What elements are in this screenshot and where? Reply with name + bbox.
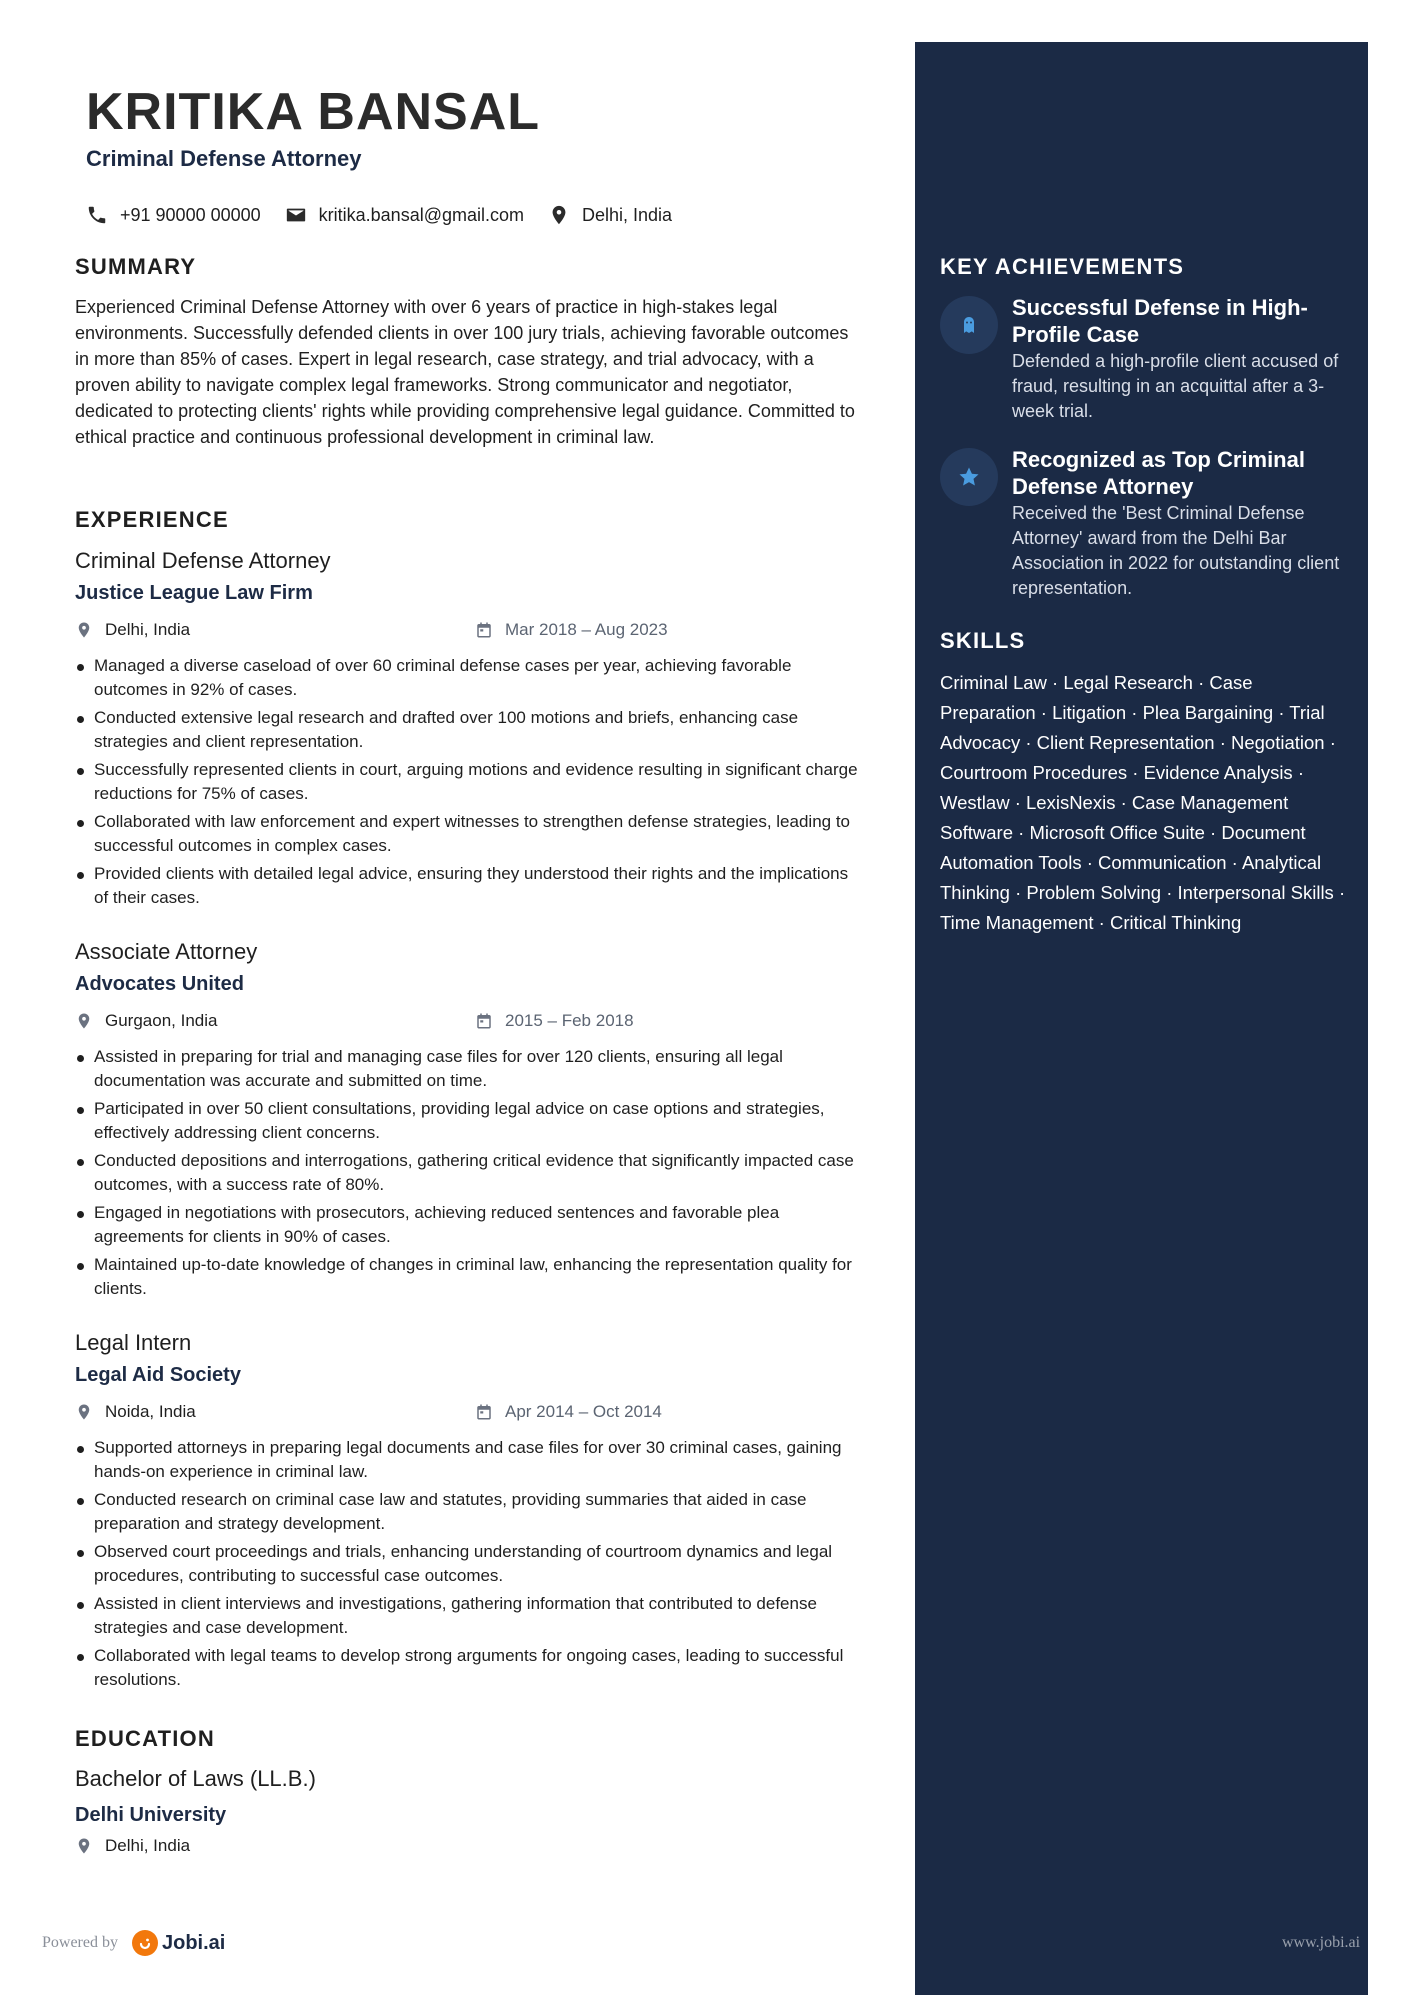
achievement-body xyxy=(1012,294,1350,424)
phone-text: +91 90000 00000 xyxy=(120,204,261,225)
job-dates xyxy=(475,620,668,640)
contact-location xyxy=(548,204,672,226)
education-location-text: Delhi, India xyxy=(105,1836,191,1855)
job-bullets xyxy=(75,1436,865,1692)
powered-by-text: Powered by xyxy=(42,1934,118,1951)
achievement-title: Recognized as Top Criminal Defense Attorney xyxy=(1012,447,1305,499)
education-school: Delhi University xyxy=(75,1804,227,1826)
job-company: Legal Aid Society xyxy=(75,1364,241,1386)
job-bullet: Collaborated with legal teams to develop strong arguments for ongoing cases, leading to successful resolutions. xyxy=(75,1644,865,1692)
job-company: Justice League Law Firm xyxy=(75,582,313,604)
jobi-logo[interactable] xyxy=(132,1930,225,1956)
email-text: kritika.bansal@gmail.com xyxy=(318,204,524,225)
job-entry xyxy=(75,1328,865,1696)
location-pin-icon xyxy=(548,204,570,226)
achievement-desc: Received the 'Best Criminal Defense Attorney' award from the Delhi Bar Association in 2022 for outstanding client representation. xyxy=(1012,503,1340,598)
location-pin-icon xyxy=(75,621,93,639)
powered-by xyxy=(42,1930,225,1956)
job-entry xyxy=(75,546,865,914)
calendar-icon xyxy=(475,1403,493,1421)
calendar-icon xyxy=(475,621,493,639)
ghost-icon xyxy=(940,296,998,354)
job-bullet: Supported attorneys in preparing legal documents and case files for over 30 criminal cases, gaining hands-on experience in criminal law. xyxy=(75,1436,865,1484)
candidate-name: KRITIKA BANSAL xyxy=(86,83,541,141)
job-company: Advocates United xyxy=(75,973,244,995)
job-bullets xyxy=(75,1045,865,1301)
star-icon xyxy=(940,448,998,506)
skills-heading: SKILLS xyxy=(940,628,1026,653)
contact-bar xyxy=(86,204,696,226)
jobi-brand-text: Jobi.ai xyxy=(161,1931,226,1954)
candidate-title: Criminal Defense Attorney xyxy=(86,146,362,171)
job-location xyxy=(75,1402,196,1422)
contact-email[interactable] xyxy=(285,204,524,226)
job-bullet: Provided clients with detailed legal advice, ensuring they understood their rights and the implications of their cases. xyxy=(75,862,865,910)
education-degree: Bachelor of Laws (LL.B.) xyxy=(75,1766,316,1791)
job-dates-text: Mar 2018 – Aug 2023 xyxy=(505,620,668,639)
job-bullet: Engaged in negotiations with prosecutors, achieving reduced sentences and favorable plea agreements for clients in 90% of cases. xyxy=(75,1201,865,1249)
job-bullet: Conducted extensive legal research and drafted over 100 motions and briefs, enhancing case strategies and client representation. xyxy=(75,706,865,754)
sidebar xyxy=(915,42,1368,1995)
experience-heading: EXPERIENCE xyxy=(75,507,229,532)
job-entry xyxy=(75,937,865,1305)
achievement-item xyxy=(940,294,1350,424)
job-dates xyxy=(475,1402,662,1422)
job-location-text: Gurgaon, India xyxy=(105,1011,218,1030)
website-link[interactable]: www.jobi.ai xyxy=(1282,1934,1361,1951)
job-dates xyxy=(475,1011,634,1031)
job-title: Legal Intern xyxy=(75,1330,192,1355)
job-title: Criminal Defense Attorney xyxy=(75,548,331,573)
phone-icon xyxy=(86,204,108,226)
job-bullet: Assisted in client interviews and investigations, gathering information that contributed to defense strategies and case development. xyxy=(75,1592,865,1640)
education-heading: EDUCATION xyxy=(75,1726,215,1751)
jobi-logo-icon xyxy=(132,1930,158,1956)
job-bullet: Successfully represented clients in court, arguing motions and evidence resulting in significant charge reductions for 75% of cases. xyxy=(75,758,865,806)
job-location xyxy=(75,1011,217,1031)
contact-phone[interactable] xyxy=(86,204,261,226)
job-location-text: Noida, India xyxy=(105,1402,196,1421)
achievement-title: Successful Defense in High-Profile Case xyxy=(1012,295,1308,347)
job-title: Associate Attorney xyxy=(75,939,258,964)
job-meta xyxy=(75,1011,865,1037)
job-bullet: Conducted research on criminal case law and statutes, providing summaries that aided in case preparation and strategy development. xyxy=(75,1488,865,1536)
job-meta xyxy=(75,1402,865,1428)
summary-text: Experienced Criminal Defense Attorney with over 6 years of practice in high-stakes legal environments. Successfully defended clients in over 100 jury trials, achieving favorable outcomes in more than 85% of cases. Expert in legal research, case strategy, and trial advocacy, with a proven ability to navigate complex legal frameworks. Strong communicator and negotiator, dedicated to protecting clients' rights while providing comprehensive legal guidance. Committed to ethical practice and continuous professional development in criminal law. xyxy=(75,297,855,447)
job-bullet: Conducted depositions and interrogations, gathering critical evidence that significantly impacted case outcomes, with a success rate of 80%. xyxy=(75,1149,865,1197)
job-location xyxy=(75,620,190,640)
skills-list: Criminal Law · Legal Research · Case Preparation · Litigation · Plea Bargaining · Trial Advocacy · Client Representation · Negotiation · Courtroom Procedures · Evidence Analysis · Westlaw · LexisNexis · Case Management Software · Microsoft Office Suite · Document Automation Tools · Communication · Analytical Thinking · Problem Solving · Interpersonal Skills · Time Management · Critical Thinking xyxy=(940,672,1346,933)
job-bullet: Collaborated with law enforcement and expert witnesses to strengthen defense strategies, leading to successful outcomes in complex cases. xyxy=(75,810,865,858)
education-entry xyxy=(75,1764,865,1856)
location-pin-icon xyxy=(75,1403,93,1421)
job-bullet: Participated in over 50 client consultations, providing legal advice on case options and strategies, effectively addressing client concerns. xyxy=(75,1097,865,1145)
achievement-body xyxy=(1012,446,1350,601)
achievements-heading: KEY ACHIEVEMENTS xyxy=(940,254,1185,279)
job-bullet: Assisted in preparing for trial and managing case files for over 120 clients, ensuring all legal documentation was accurate and submitted on time. xyxy=(75,1045,865,1093)
job-bullet: Managed a diverse caseload of over 60 criminal defense cases per year, achieving favorable outcomes in 92% of cases. xyxy=(75,654,865,702)
location-pin-icon xyxy=(75,1837,93,1855)
summary-heading: SUMMARY xyxy=(75,254,197,279)
job-dates-text: 2015 – Feb 2018 xyxy=(505,1011,634,1030)
calendar-icon xyxy=(475,1012,493,1030)
job-bullets xyxy=(75,654,865,910)
job-bullet: Maintained up-to-date knowledge of changes in criminal law, enhancing the representation quality for clients. xyxy=(75,1253,865,1301)
job-meta xyxy=(75,620,865,646)
email-icon xyxy=(285,204,307,226)
job-dates-text: Apr 2014 – Oct 2014 xyxy=(505,1402,662,1421)
education-location xyxy=(75,1836,865,1856)
achievement-item xyxy=(940,446,1350,601)
location-pin-icon xyxy=(75,1012,93,1030)
job-location-text: Delhi, India xyxy=(105,620,191,639)
job-bullet: Observed court proceedings and trials, enhancing understanding of courtroom dynamics and legal procedures, contributing to successful case outcomes. xyxy=(75,1540,865,1588)
location-text: Delhi, India xyxy=(582,204,673,225)
achievement-desc: Defended a high-profile client accused of fraud, resulting in an acquittal after a 3-week trial. xyxy=(1012,351,1339,421)
